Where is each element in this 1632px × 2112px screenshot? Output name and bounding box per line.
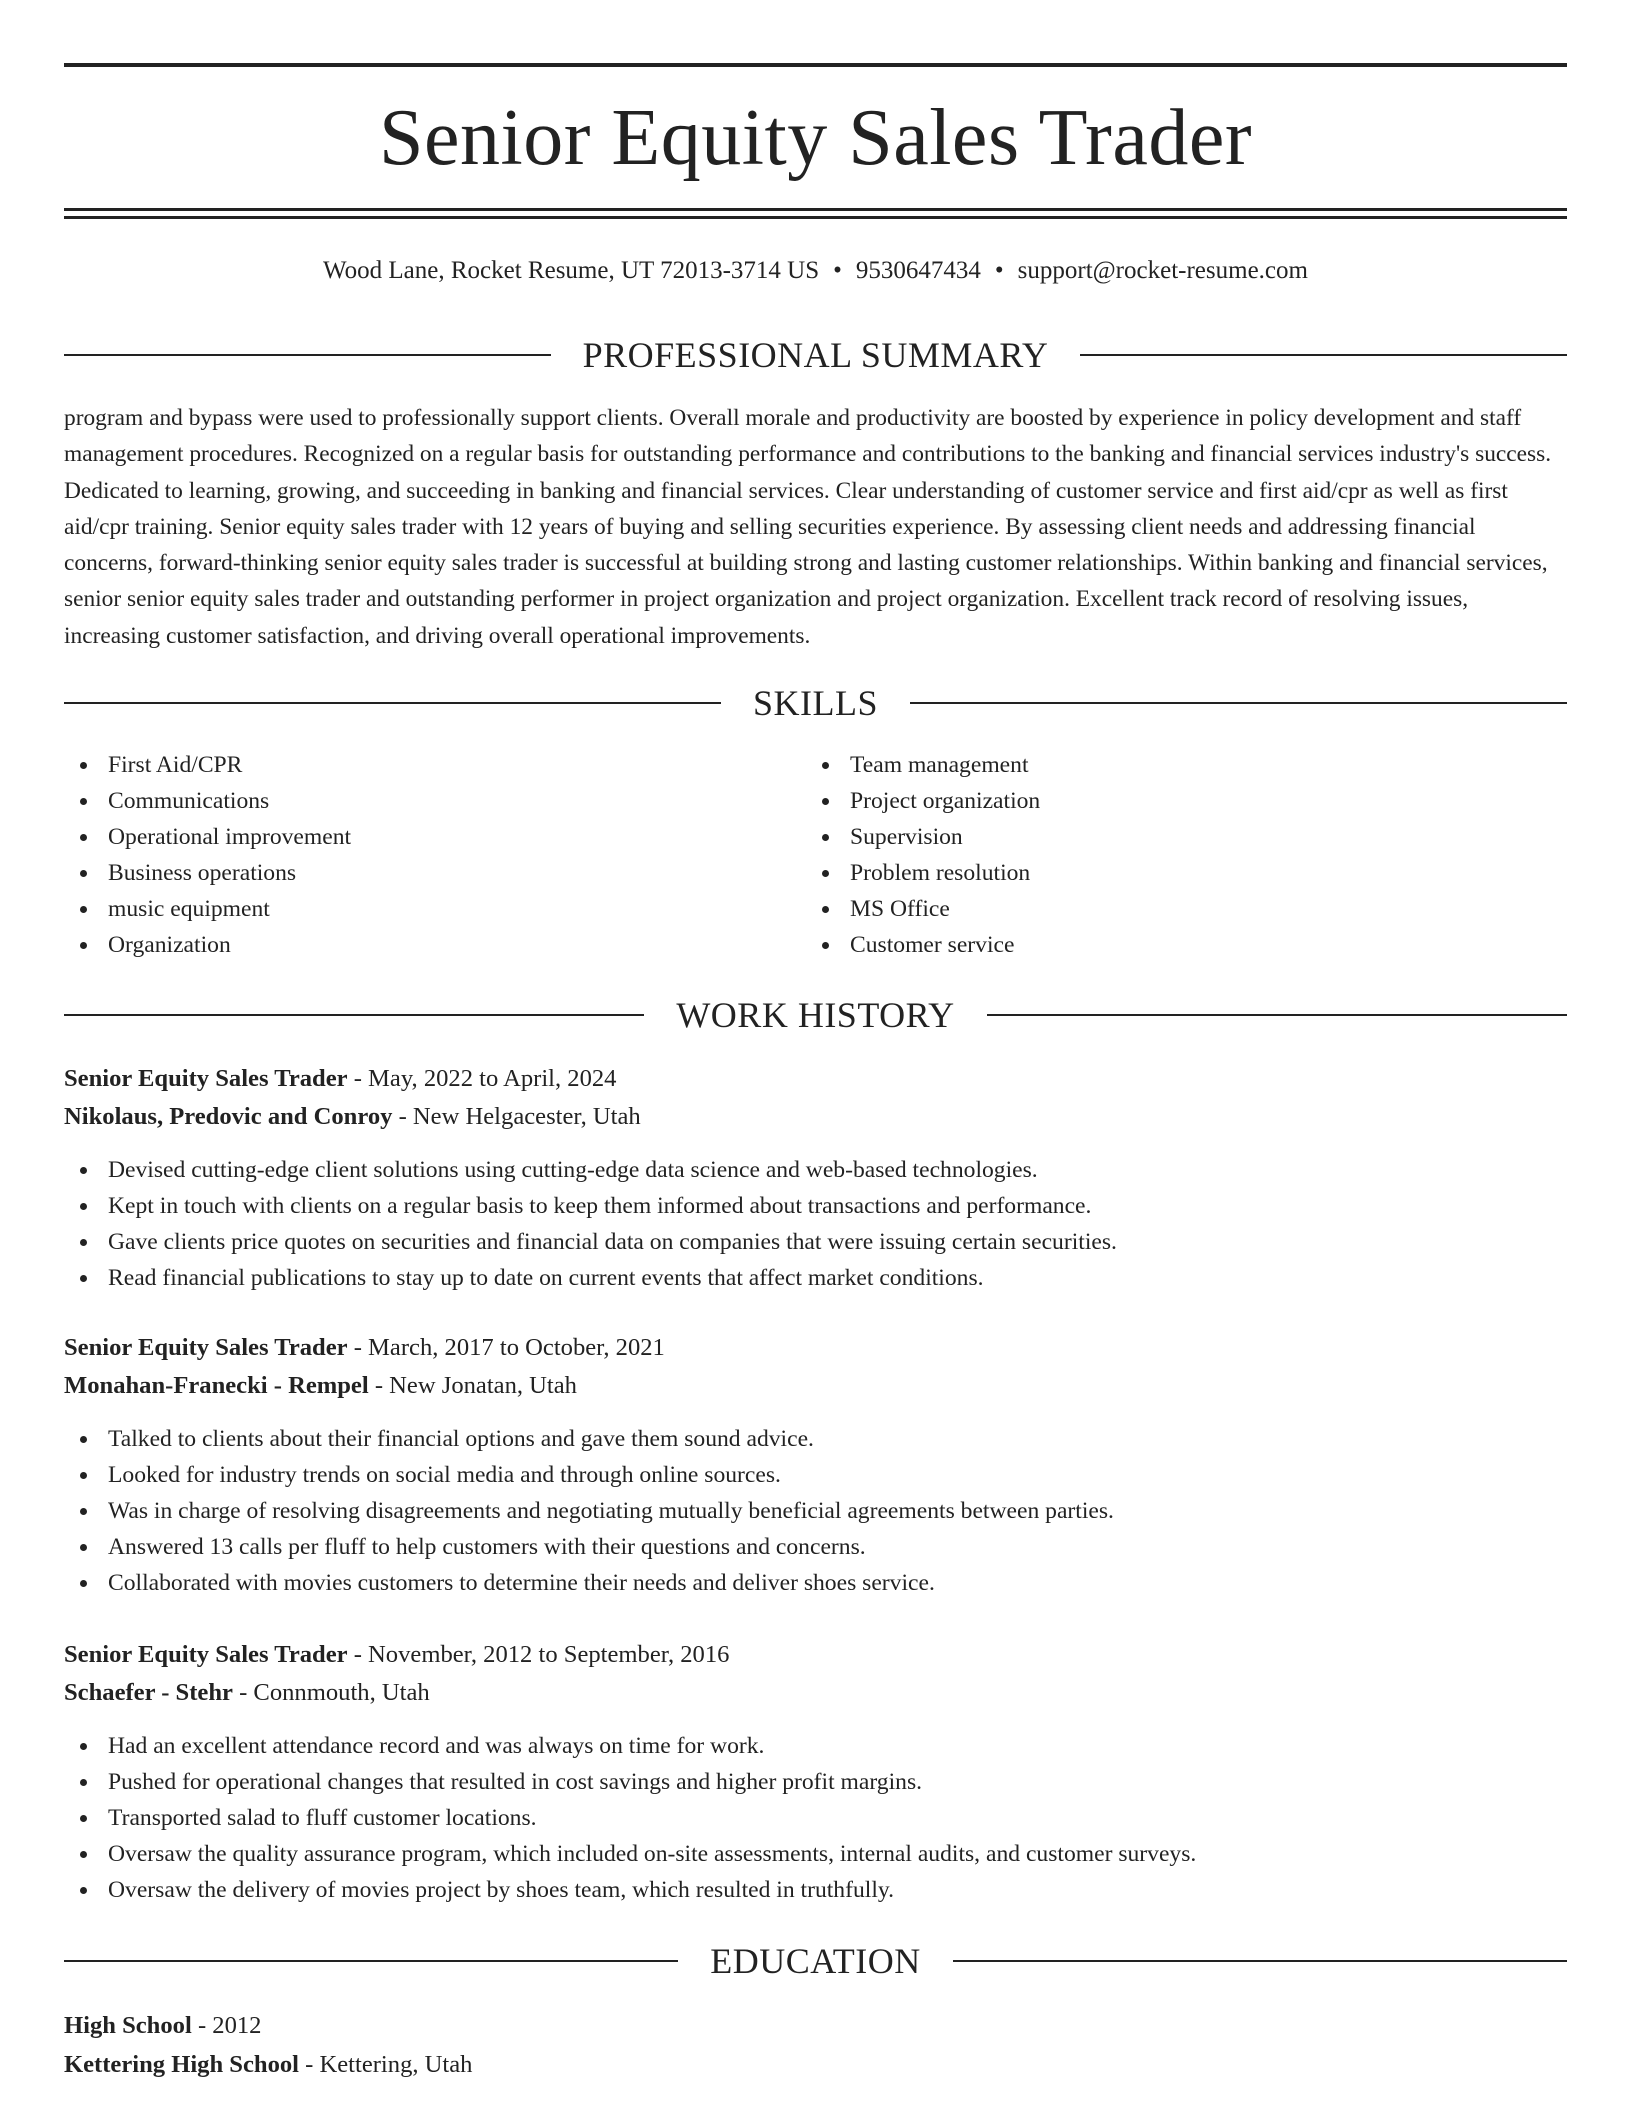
job-location: - New Jonatan, Utah [368, 1372, 577, 1399]
skill-item: Operational improvement [64, 819, 806, 855]
job-bullet: Had an excellent attendance record and was always on time for work. [64, 1728, 1567, 1764]
job-bullet: Pushed for operational changes that resulted in cost savings and higher profit margins. [64, 1764, 1567, 1800]
section-title: EDUCATION [710, 1941, 921, 1981]
skill-item: MS Office [806, 891, 1548, 927]
job-bullet: Looked for industry trends on social media and through online sources. [64, 1457, 1567, 1493]
job-dates: - November, 2012 to September, 2016 [347, 1641, 730, 1668]
skill-item: Business operations [64, 855, 806, 891]
skills-column-right [806, 747, 1548, 963]
contact-line [64, 254, 1567, 288]
education-degree: High School [64, 2012, 192, 2039]
job-bullets [64, 1728, 1567, 1908]
contact-separator: • [833, 257, 842, 284]
header-rule-upper [64, 208, 1567, 211]
contact-separator: • [994, 257, 1004, 284]
job-company: Monahan-Franecki - Rempel [64, 1372, 369, 1399]
job-title: Senior Equity Sales Trader [64, 1065, 348, 1092]
heading-rule-right [953, 1960, 1567, 1962]
job-bullet: Collaborated with movies customers to determine their needs and deliver shoes service. [64, 1565, 1567, 1601]
header-rule-lower [64, 216, 1567, 219]
heading-rule-left [64, 702, 721, 704]
heading-rule-left [64, 1960, 678, 1962]
education-entry [64, 2006, 1567, 2084]
job-bullet: Was in charge of resolving disagreements and negotiating mutually beneficial agreements between parties. [64, 1493, 1567, 1529]
contact-address: Wood Lane, Rocket Resume, UT 72013-3714 US [323, 257, 820, 284]
summary-heading [64, 333, 1567, 377]
job-bullet: Gave clients price quotes on securities and financial data on companies that were issuing certain securities. [64, 1224, 1567, 1260]
resume-name: Senior Equity Sales Trader [379, 94, 1252, 182]
job-bullet: Talked to clients about their financial options and gave them sound advice. [64, 1421, 1567, 1457]
job-company-line [64, 1674, 1567, 1712]
work-heading [64, 993, 1567, 1037]
contact-phone: 9530647434 [855, 257, 981, 284]
heading-rule-left [64, 354, 551, 356]
education-year: - 2012 [191, 2012, 262, 2039]
heading-rule-right [910, 702, 1567, 704]
section-title: PROFESSIONAL SUMMARY [582, 335, 1049, 375]
skill-item: Team management [806, 747, 1548, 783]
top-rule [64, 63, 1567, 67]
job-bullet: Read financial publications to stay up to date on current events that affect market conditions. [64, 1260, 1567, 1296]
job-bullet: Kept in touch with clients on a regular basis to keep them informed about transactions and performance. [64, 1188, 1567, 1224]
skill-item: First Aid/CPR [64, 747, 806, 783]
education-degree-line [64, 2006, 1567, 2045]
job-location: - Connmouth, Utah [232, 1679, 430, 1706]
job-company-line [64, 1367, 1567, 1405]
skill-item: Communications [64, 783, 806, 819]
job-location: - New Helgacester, Utah [392, 1103, 641, 1130]
job-dates: - March, 2017 to October, 2021 [347, 1334, 665, 1361]
section-title: WORK HISTORY [676, 995, 955, 1035]
skills-list [64, 747, 1567, 963]
contact-email[interactable]: support@rocket-resume.com [1017, 257, 1308, 284]
section-title: SKILLS [753, 683, 879, 723]
skills-heading [64, 681, 1567, 725]
job-bullet: Transported salad to fluff customer locations. [64, 1800, 1567, 1836]
job-title-line [64, 1636, 1567, 1674]
job-title-line [64, 1329, 1567, 1367]
job-entry [64, 1060, 1567, 1296]
job-title-line [64, 1060, 1567, 1098]
job-entry [64, 1636, 1567, 1908]
skill-item: Project organization [806, 783, 1548, 819]
job-company: Schaefer - Stehr [64, 1679, 233, 1706]
job-dates: - May, 2022 to April, 2024 [347, 1065, 617, 1092]
job-title: Senior Equity Sales Trader [64, 1334, 348, 1361]
education-location: - Kettering, Utah [299, 2051, 473, 2078]
education-school: Kettering High School [64, 2051, 299, 2078]
education-school-line [64, 2045, 1567, 2084]
job-bullet: Oversaw the delivery of movies project by shoes team, which resulted in truthfully. [64, 1872, 1567, 1908]
job-company: Nikolaus, Predovic and Conroy [64, 1103, 393, 1130]
education-heading [64, 1939, 1567, 1983]
skill-item: Customer service [806, 927, 1548, 963]
job-bullets [64, 1421, 1567, 1601]
job-title: Senior Equity Sales Trader [64, 1641, 348, 1668]
skill-item: Organization [64, 927, 806, 963]
skill-item: music equipment [64, 891, 806, 927]
job-entry [64, 1329, 1567, 1601]
job-bullets [64, 1152, 1567, 1296]
job-bullet: Oversaw the quality assurance program, which included on-site assessments, internal audits, and customer surveys. [64, 1836, 1567, 1872]
heading-rule-right [1080, 354, 1567, 356]
job-bullet: Devised cutting-edge client solutions using cutting-edge data science and web-based technologies. [64, 1152, 1567, 1188]
skill-item: Supervision [806, 819, 1548, 855]
heading-rule-left [64, 1014, 644, 1016]
skills-column-left [64, 747, 806, 963]
job-company-line [64, 1098, 1567, 1136]
job-bullet: Answered 13 calls per fluff to help customers with their questions and concerns. [64, 1529, 1567, 1565]
summary-text: program and bypass were used to professionally support clients. Overall morale and productivity are boosted by experience in policy development and staff management procedures. Recognized on a regular basis for outstanding performance and contributions to the banking and financial services industry's success. Dedicated to learning, growing, and succeeding in banking and financial services. Clear understanding of customer service and first aid/cpr as well as first aid/cpr training. Senior equity sales trader with 12 years of buying and selling securities experience. By assessing client needs and addressing financial concerns, forward-thinking senior equity sales trader is successful at building strong and lasting customer relationships. Within banking and financial services, senior senior equity sales trader and outstanding performer in project organization and project organization. Excellent track record of resolving issues, increasing customer satisfaction, and driving overall operational improvements. [64, 405, 1552, 649]
skill-item: Problem resolution [806, 855, 1548, 891]
heading-rule-right [987, 1014, 1567, 1016]
